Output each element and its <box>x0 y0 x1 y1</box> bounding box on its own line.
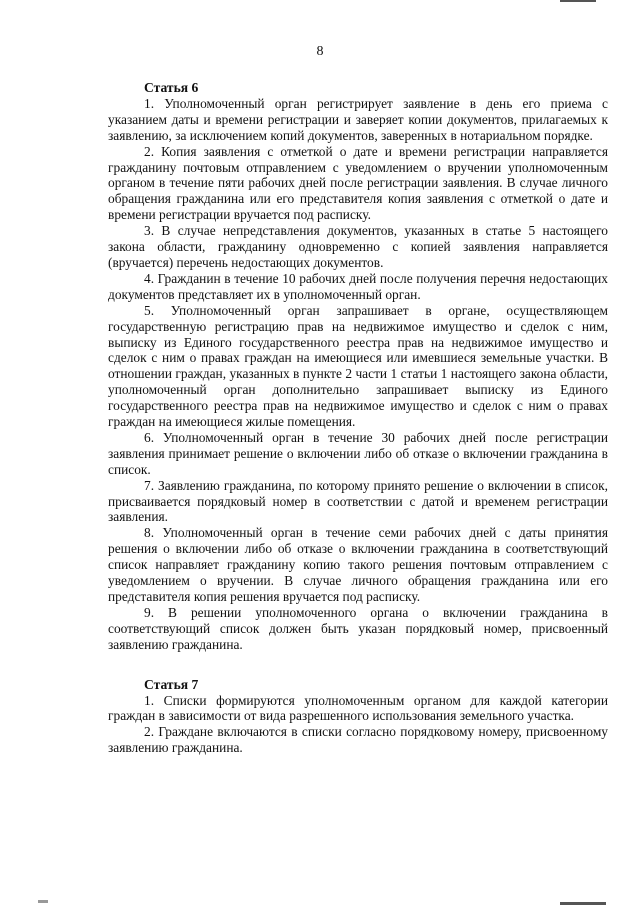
paragraph: 8. Уполномоченный орган в течение семи рабочих дней с даты принятия решения о включении либо об отказе о включении гражданина в соответствующий список направляет гражданину копию такого решения почтовым отправлением с уведомлением о вручении. В случае личного обращения гражданина или его представителя копия решения вручается под расписку. <box>108 525 608 604</box>
paragraph: 3. В случае непредставления документов, указанных в статье 5 настоящего закона области, гражданину одновременно с копией заявления направляется (вручается) перечень недостающих документов. <box>108 223 608 270</box>
scan-artifact-top <box>560 0 596 2</box>
paragraph: 7. Заявлению гражданина, по которому принято решение о включении в список, присваивается порядковый номер в соответствии с датой и временем регистрации заявления. <box>108 477 608 525</box>
scan-artifact-bottom-left <box>38 900 48 903</box>
paragraph: 6. Уполномоченный орган в течение 30 рабочих дней после регистрации заявления принимает решение о включении либо об отказе о включении гражданина в список. <box>108 429 608 477</box>
article-6 <box>108 80 608 653</box>
article-title: Статья 6 <box>144 80 199 95</box>
article-title: Статья 7 <box>144 676 199 692</box>
paragraph: 5. Уполномоченный орган запрашивает в органе, осуществляющем государственную регистрацию прав на недвижимое имущество и сделок с ним, выписку из Единого государственного реестра прав на недвижимое имущество и сделок с ним о правах граждан на имеющиеся или имевшиеся земельные участки. В отношении граждан, указанных в пункте 2 части 1 статьи 1 настоящего закона области, уполномоченный орган дополнительно запрашивает выписку из Единого государственного реестра прав на недвижимое имущество и сделок с ним о правах граждан на имеющиеся жилые помещения. <box>108 302 608 430</box>
page-number: 8 <box>316 44 324 59</box>
paragraph: 4. Гражданин в течение 10 рабочих дней после получения перечня недостающих документов представляет их в уполномоченный орган. <box>108 270 608 302</box>
paragraph: 1. Списки формируются уполномоченным органом для каждой категории граждан в зависимости от вида разрешенного использования земельного участка. <box>108 692 608 724</box>
article-7 <box>108 677 608 757</box>
paragraph: 2. Копия заявления с отметкой о дате и времени регистрации направляется гражданину почтовым отправлением с уведомлением о вручении уполномоченным органом в течение пяти рабочих дней после регистрации заявления. В случае личного обращения гражданина или его представителя копия заявления с отметкой о дате и времени регистрации вручается под расписку. <box>108 143 608 223</box>
paragraph: 9. В решении уполномоченного органа о включении гражданина в соответствующий список должен быть указан порядковый номер, присвоенный заявлению гражданина. <box>108 604 608 652</box>
paragraph: 2. Граждане включаются в списки согласно порядковому номеру, присвоенному заявлению гражданина. <box>108 724 608 756</box>
document-body <box>108 80 608 756</box>
paragraph: 1. Уполномоченный орган регистрирует заявление в день его приема с указанием даты и времени регистрации и заверяет копии документов, прилагаемых к заявлению, за исключением копий документов, заверенных в нотариальном порядке. <box>108 95 608 143</box>
